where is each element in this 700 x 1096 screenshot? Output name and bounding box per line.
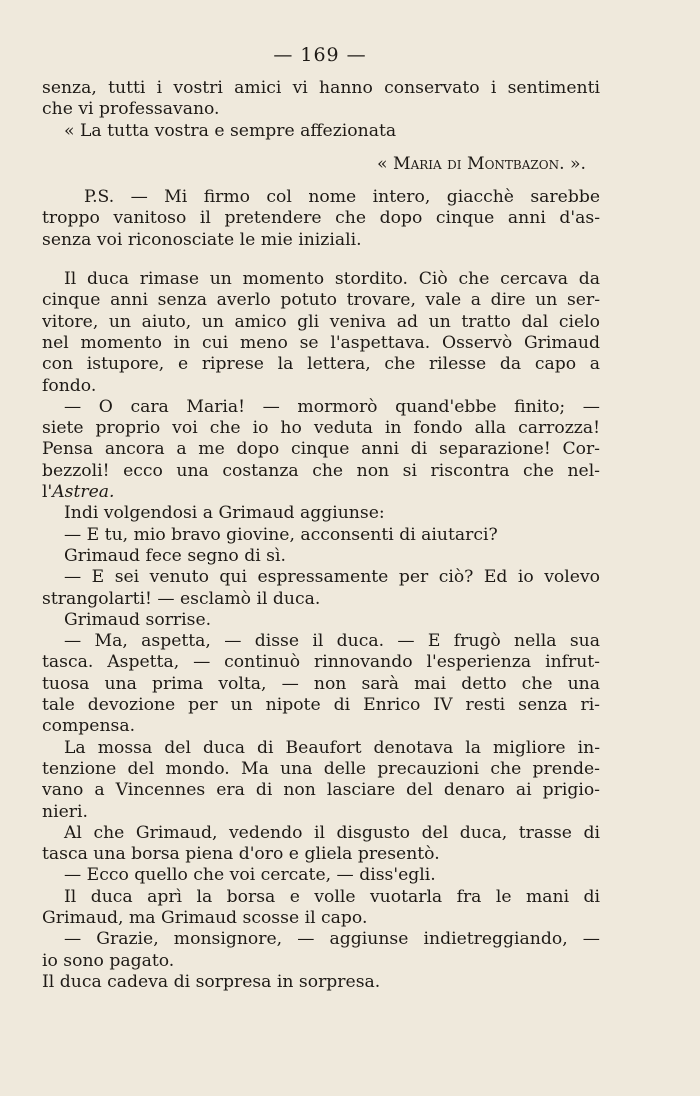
text-line: che vi professavano. xyxy=(42,99,220,120)
text-line xyxy=(42,482,600,503)
text-line: tale devozione per un nipote di Enrico IV resti senza ri- xyxy=(42,695,600,716)
spacer xyxy=(42,175,600,187)
text-line: senza voi riconosciate le mie iniziali. xyxy=(42,229,362,250)
text-line: « La tutta vostra e sempre affezionata xyxy=(64,120,397,141)
text-line: Grimaud, ma Grimaud scosse il capo. xyxy=(42,907,368,928)
text-line: troppo vanitoso il pretendere che dopo cinque anni d'as- xyxy=(42,208,600,229)
text-line: Pensa ancora a me dopo cinque anni di separazione! Cor- xyxy=(42,439,600,460)
text-line: Grimaud sorrise. xyxy=(64,609,212,630)
text-line: P.S. — Mi firmo col nome intero, giacchè sarebbe xyxy=(84,187,600,208)
text-line: senza, tutti i vostri amici vi hanno conservato i sentimenti xyxy=(42,78,600,98)
text-line: — O cara Maria! — mormorò quand'ebbe finito; — xyxy=(64,396,600,417)
text-line: Indi volgendosi a Grimaud aggiunse: xyxy=(64,503,385,524)
spacer xyxy=(42,251,600,269)
italic-title: Astrea. xyxy=(52,482,115,503)
text-line: fondo. xyxy=(42,375,97,396)
text-line: vitore, un aiuto, un amico gli veniva ad un tratto dal cielo xyxy=(42,311,600,332)
text-line: — E tu, mio bravo giovine, acconsenti di aiutarci? xyxy=(64,524,498,545)
text-line: — Ecco quello che voi cercate, — diss'egli. xyxy=(64,865,436,886)
page-number: — 169 — xyxy=(273,44,367,66)
text-line: tasca una borsa piena d'oro e gliela presentò. xyxy=(42,844,440,865)
letter-signature: « Maria di Montbazon. ». xyxy=(377,153,586,174)
text-line: tenzione del mondo. Ma una delle precauzioni che prende- xyxy=(42,758,600,779)
text-line: Al che Grimaud, vedendo il disgusto del duca, trasse di xyxy=(64,822,600,843)
text-line: Grimaud fece segno di sì. xyxy=(64,545,286,566)
text-line: strangolarti! — esclamò il duca. xyxy=(42,588,321,609)
text-line: Il duca aprì la borsa e volle vuotarla fra le mani di xyxy=(64,886,600,907)
text-line: — Ma, aspetta, — disse il duca. — E frugò nella sua xyxy=(64,631,600,652)
text-line: bezzoli! ecco una costanza che non si riscontra che nel- xyxy=(42,460,600,481)
text-line: cinque anni senza averlo potuto trovare, vale a dire un ser- xyxy=(42,290,600,311)
text-line: tuosa una prima volta, — non sarà mai detto che una xyxy=(42,673,600,694)
text-line: con istupore, e riprese la lettera, che rilesse da capo a xyxy=(42,354,600,375)
text-line: siete proprio voi che io ho veduta in fondo alla carrozza! xyxy=(42,418,600,439)
text-line: Il duca cadeva di sorpresa in sorpresa. xyxy=(42,971,381,992)
text-line: Il duca rimase un momento stordito. Ciò che cercava da xyxy=(64,269,600,290)
text-line: nieri. xyxy=(42,801,88,822)
text-fragment: l' xyxy=(42,482,53,503)
text-line: La mossa del duca di Beaufort denotava la migliore in- xyxy=(64,737,600,758)
text-line: vano a Vincennes era di non lasciare del denaro ai prigio- xyxy=(42,780,600,801)
text-line: compensa. xyxy=(42,716,136,737)
text-line: tasca. Aspetta, — continuò rinnovando l'esperienza infrut- xyxy=(42,652,600,673)
text-line: nel momento in cui meno se l'aspettava. Osservò Grimaud xyxy=(42,332,600,353)
text-line: — E sei venuto qui espressamente per ciò? Ed io volevo xyxy=(64,567,600,588)
text-line: io sono pagato. xyxy=(42,950,175,971)
page-body-text xyxy=(42,78,600,993)
text-line: — Grazie, monsignore, — aggiunse indietreggiando, — xyxy=(64,929,600,950)
